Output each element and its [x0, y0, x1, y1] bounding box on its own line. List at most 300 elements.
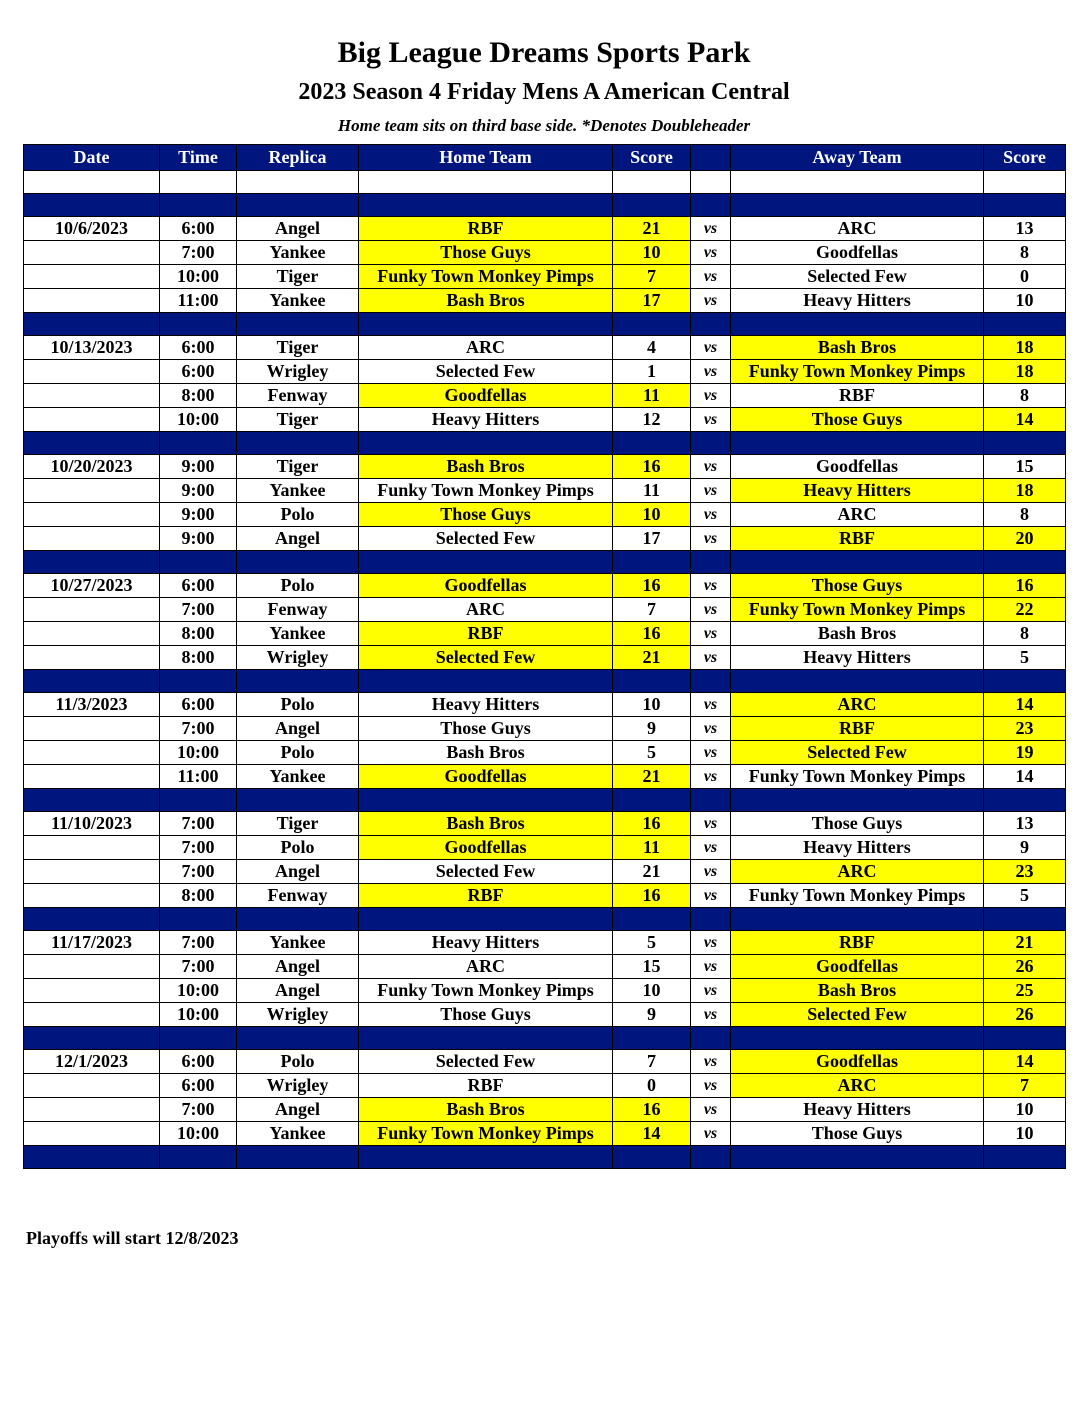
time-cell: 6:00 [160, 336, 237, 360]
week-separator-cell [731, 670, 984, 693]
away-score-cell: 14 [984, 693, 1066, 717]
week-separator-cell [691, 551, 731, 574]
replica-cell: Polo [237, 503, 359, 527]
vs-cell: vs [691, 408, 731, 432]
week-separator-cell [731, 551, 984, 574]
replica-cell: Yankee [237, 765, 359, 789]
replica-cell: Polo [237, 741, 359, 765]
time-cell: 9:00 [160, 527, 237, 551]
home-score-cell: 7 [613, 1050, 691, 1074]
vs-cell: vs [691, 741, 731, 765]
replica-cell: Wrigley [237, 1003, 359, 1027]
away-score-cell: 8 [984, 622, 1066, 646]
home-team-cell: Selected Few [359, 527, 613, 551]
away-team-cell: Heavy Hitters [731, 479, 984, 503]
week-separator [24, 670, 1066, 693]
blank-row-cell [691, 171, 731, 194]
week-separator-cell [237, 313, 359, 336]
date-cell: 11/3/2023 [24, 693, 160, 717]
vs-cell: vs [691, 884, 731, 908]
home-team-cell: Funky Town Monkey Pimps [359, 1122, 613, 1146]
table-row [24, 336, 1066, 360]
replica-cell: Polo [237, 693, 359, 717]
away-team-cell: Selected Few [731, 265, 984, 289]
date-cell [24, 265, 160, 289]
table-row [24, 360, 1066, 384]
replica-cell: Yankee [237, 931, 359, 955]
week-separator-cell [731, 313, 984, 336]
week-separator [24, 908, 1066, 931]
date-cell [24, 860, 160, 884]
home-team-cell: ARC [359, 336, 613, 360]
week-separator-cell [731, 1027, 984, 1050]
week-separator-cell [731, 1146, 984, 1169]
home-score-cell: 21 [613, 860, 691, 884]
away-score-cell: 10 [984, 1122, 1066, 1146]
vs-cell: vs [691, 836, 731, 860]
home-score-cell: 7 [613, 598, 691, 622]
week-separator-cell [613, 789, 691, 812]
away-score-cell: 18 [984, 360, 1066, 384]
away-team-cell: Heavy Hitters [731, 836, 984, 860]
date-cell [24, 241, 160, 265]
week-separator-cell [984, 313, 1066, 336]
home-team-cell: RBF [359, 1074, 613, 1098]
week-separator-cell [237, 670, 359, 693]
vs-cell: vs [691, 765, 731, 789]
week-separator-cell [691, 908, 731, 931]
home-team-cell: RBF [359, 622, 613, 646]
date-cell: 10/13/2023 [24, 336, 160, 360]
table-row [24, 408, 1066, 432]
vs-cell: vs [691, 955, 731, 979]
replica-cell: Yankee [237, 622, 359, 646]
away-team-cell: Heavy Hitters [731, 1098, 984, 1122]
week-separator-cell [237, 908, 359, 931]
away-score-cell: 13 [984, 812, 1066, 836]
week-separator-cell [691, 670, 731, 693]
date-cell [24, 527, 160, 551]
home-team-cell: Funky Town Monkey Pimps [359, 265, 613, 289]
date-cell [24, 503, 160, 527]
table-row [24, 931, 1066, 955]
blank-row-cell [24, 171, 160, 194]
vs-cell: vs [691, 1074, 731, 1098]
away-score-cell: 9 [984, 836, 1066, 860]
week-separator [24, 551, 1066, 574]
col-replica: Replica [237, 145, 359, 171]
time-cell: 7:00 [160, 1098, 237, 1122]
replica-cell: Tiger [237, 265, 359, 289]
time-cell: 10:00 [160, 741, 237, 765]
away-score-cell: 23 [984, 717, 1066, 741]
table-row [24, 693, 1066, 717]
away-team-cell: ARC [731, 1074, 984, 1098]
away-team-cell: Goodfellas [731, 241, 984, 265]
vs-cell: vs [691, 860, 731, 884]
table-row [24, 979, 1066, 1003]
col-home-score: Score [613, 145, 691, 171]
home-score-cell: 11 [613, 479, 691, 503]
home-score-cell: 1 [613, 360, 691, 384]
week-separator-cell [24, 432, 160, 455]
page-title: Big League Dreams Sports Park [337, 36, 751, 69]
date-cell [24, 408, 160, 432]
col-home-team: Home Team [359, 145, 613, 171]
table-row [24, 765, 1066, 789]
week-separator-cell [24, 908, 160, 931]
col-away-team: Away Team [731, 145, 984, 171]
replica-cell: Tiger [237, 812, 359, 836]
home-score-cell: 5 [613, 741, 691, 765]
vs-cell: vs [691, 384, 731, 408]
home-score-cell: 7 [613, 265, 691, 289]
date-cell [24, 765, 160, 789]
away-score-cell: 23 [984, 860, 1066, 884]
date-cell [24, 1003, 160, 1027]
date-cell [24, 1098, 160, 1122]
home-team-cell: Selected Few [359, 646, 613, 670]
away-score-cell: 5 [984, 884, 1066, 908]
vs-cell: vs [691, 979, 731, 1003]
table-row [24, 1003, 1066, 1027]
time-cell: 10:00 [160, 408, 237, 432]
week-separator-cell [160, 551, 237, 574]
week-separator-cell [691, 1146, 731, 1169]
table-row [24, 574, 1066, 598]
away-team-cell: Funky Town Monkey Pimps [731, 765, 984, 789]
col-time: Time [160, 145, 237, 171]
vs-cell: vs [691, 622, 731, 646]
replica-cell: Angel [237, 979, 359, 1003]
vs-cell: vs [691, 455, 731, 479]
home-score-cell: 14 [613, 1122, 691, 1146]
vs-cell: vs [691, 717, 731, 741]
table-row [24, 1074, 1066, 1098]
home-team-cell: Goodfellas [359, 836, 613, 860]
home-team-cell: Those Guys [359, 503, 613, 527]
schedule-note: Home team sits on third base side. *Denotes Doubleheader [337, 116, 751, 135]
table-row [24, 289, 1066, 313]
away-score-cell: 18 [984, 336, 1066, 360]
week-separator-cell [731, 194, 984, 217]
replica-cell: Yankee [237, 289, 359, 313]
table-row [24, 717, 1066, 741]
blank-row [24, 171, 1066, 194]
time-cell: 11:00 [160, 289, 237, 313]
week-separator-cell [613, 551, 691, 574]
table-row [24, 241, 1066, 265]
week-separator-cell [160, 194, 237, 217]
time-cell: 7:00 [160, 812, 237, 836]
vs-cell: vs [691, 598, 731, 622]
week-separator-cell [237, 789, 359, 812]
date-cell [24, 1122, 160, 1146]
away-score-cell: 14 [984, 408, 1066, 432]
table-row [24, 836, 1066, 860]
week-separator-cell [160, 1027, 237, 1050]
away-team-cell: Funky Town Monkey Pimps [731, 598, 984, 622]
vs-cell: vs [691, 646, 731, 670]
week-separator-cell [691, 194, 731, 217]
week-separator [24, 789, 1066, 812]
week-separator-cell [359, 1146, 613, 1169]
date-cell [24, 598, 160, 622]
col-away-score: Score [984, 145, 1066, 171]
replica-cell: Fenway [237, 384, 359, 408]
week-separator-cell [691, 789, 731, 812]
week-separator-cell [731, 789, 984, 812]
week-separator-cell [984, 551, 1066, 574]
time-cell: 7:00 [160, 598, 237, 622]
week-separator-cell [160, 313, 237, 336]
time-cell: 9:00 [160, 455, 237, 479]
replica-cell: Yankee [237, 479, 359, 503]
time-cell: 9:00 [160, 503, 237, 527]
date-cell: 10/6/2023 [24, 217, 160, 241]
home-score-cell: 11 [613, 836, 691, 860]
table-row [24, 1050, 1066, 1074]
week-separator-cell [691, 313, 731, 336]
week-separator-cell [160, 789, 237, 812]
away-team-cell: ARC [731, 693, 984, 717]
away-team-cell: Bash Bros [731, 336, 984, 360]
home-score-cell: 11 [613, 384, 691, 408]
home-team-cell: RBF [359, 884, 613, 908]
home-score-cell: 10 [613, 693, 691, 717]
week-separator-cell [160, 670, 237, 693]
week-separator-cell [24, 670, 160, 693]
home-team-cell: Funky Town Monkey Pimps [359, 479, 613, 503]
vs-cell: vs [691, 931, 731, 955]
home-team-cell: Bash Bros [359, 455, 613, 479]
vs-cell: vs [691, 1122, 731, 1146]
vs-cell: vs [691, 812, 731, 836]
header-row [24, 145, 1066, 171]
week-separator-cell [359, 194, 613, 217]
replica-cell: Angel [237, 955, 359, 979]
replica-cell: Tiger [237, 408, 359, 432]
blank-row-cell [160, 171, 237, 194]
replica-cell: Angel [237, 217, 359, 241]
home-team-cell: Selected Few [359, 1050, 613, 1074]
time-cell: 10:00 [160, 1003, 237, 1027]
home-team-cell: Heavy Hitters [359, 693, 613, 717]
home-score-cell: 17 [613, 289, 691, 313]
date-cell: 11/17/2023 [24, 931, 160, 955]
time-cell: 7:00 [160, 241, 237, 265]
replica-cell: Angel [237, 860, 359, 884]
home-team-cell: Goodfellas [359, 384, 613, 408]
blank-row-cell [731, 171, 984, 194]
week-separator-cell [24, 1027, 160, 1050]
away-team-cell: Those Guys [731, 574, 984, 598]
away-team-cell: Heavy Hitters [731, 289, 984, 313]
table-row [24, 265, 1066, 289]
away-score-cell: 10 [984, 289, 1066, 313]
away-team-cell: Selected Few [731, 741, 984, 765]
home-score-cell: 4 [613, 336, 691, 360]
date-cell: 12/1/2023 [24, 1050, 160, 1074]
week-separator [24, 313, 1066, 336]
home-score-cell: 0 [613, 1074, 691, 1098]
home-score-cell: 9 [613, 1003, 691, 1027]
away-team-cell: Funky Town Monkey Pimps [731, 884, 984, 908]
away-team-cell: Bash Bros [731, 979, 984, 1003]
date-cell [24, 717, 160, 741]
away-team-cell: ARC [731, 860, 984, 884]
week-separator-cell [24, 1146, 160, 1169]
away-team-cell: Those Guys [731, 1122, 984, 1146]
replica-cell: Wrigley [237, 1074, 359, 1098]
week-separator-cell [691, 1027, 731, 1050]
time-cell: 8:00 [160, 384, 237, 408]
date-cell: 11/10/2023 [24, 812, 160, 836]
week-separator-cell [160, 432, 237, 455]
week-separator-cell [984, 432, 1066, 455]
date-cell [24, 289, 160, 313]
replica-cell: Tiger [237, 455, 359, 479]
table-row [24, 503, 1066, 527]
time-cell: 7:00 [160, 955, 237, 979]
week-separator-cell [984, 1027, 1066, 1050]
table-row [24, 217, 1066, 241]
home-score-cell: 21 [613, 765, 691, 789]
week-separator-cell [359, 551, 613, 574]
away-score-cell: 8 [984, 503, 1066, 527]
away-score-cell: 18 [984, 479, 1066, 503]
table-row [24, 884, 1066, 908]
away-team-cell: ARC [731, 503, 984, 527]
week-separator-cell [731, 908, 984, 931]
vs-cell: vs [691, 336, 731, 360]
away-score-cell: 20 [984, 527, 1066, 551]
away-team-cell: Those Guys [731, 408, 984, 432]
away-team-cell: Goodfellas [731, 955, 984, 979]
home-team-cell: Those Guys [359, 1003, 613, 1027]
col-date: Date [24, 145, 160, 171]
away-score-cell: 16 [984, 574, 1066, 598]
home-team-cell: Bash Bros [359, 741, 613, 765]
week-separator-cell [24, 789, 160, 812]
away-score-cell: 25 [984, 979, 1066, 1003]
time-cell: 6:00 [160, 1074, 237, 1098]
away-team-cell: RBF [731, 717, 984, 741]
week-separator-cell [613, 670, 691, 693]
home-score-cell: 12 [613, 408, 691, 432]
week-separator-cell [613, 908, 691, 931]
table-row [24, 860, 1066, 884]
home-score-cell: 9 [613, 717, 691, 741]
home-score-cell: 21 [613, 646, 691, 670]
home-team-cell: Bash Bros [359, 1098, 613, 1122]
home-score-cell: 10 [613, 979, 691, 1003]
week-separator [24, 1146, 1066, 1169]
home-team-cell: Selected Few [359, 360, 613, 384]
vs-cell: vs [691, 289, 731, 313]
vs-cell: vs [691, 527, 731, 551]
table-row [24, 479, 1066, 503]
vs-cell: vs [691, 479, 731, 503]
away-score-cell: 0 [984, 265, 1066, 289]
time-cell: 7:00 [160, 931, 237, 955]
away-team-cell: RBF [731, 527, 984, 551]
week-separator-cell [984, 1146, 1066, 1169]
home-score-cell: 16 [613, 884, 691, 908]
date-cell: 10/27/2023 [24, 574, 160, 598]
away-score-cell: 7 [984, 1074, 1066, 1098]
date-cell [24, 479, 160, 503]
week-separator-cell [359, 1027, 613, 1050]
blank-row-cell [613, 171, 691, 194]
replica-cell: Tiger [237, 336, 359, 360]
blank-row-cell [359, 171, 613, 194]
away-score-cell: 21 [984, 931, 1066, 955]
replica-cell: Angel [237, 717, 359, 741]
blank-row-cell [984, 171, 1066, 194]
away-score-cell: 26 [984, 955, 1066, 979]
week-separator-cell [24, 194, 160, 217]
away-score-cell: 15 [984, 455, 1066, 479]
home-team-cell: Bash Bros [359, 289, 613, 313]
home-team-cell: Those Guys [359, 717, 613, 741]
home-team-cell: RBF [359, 217, 613, 241]
away-team-cell: Goodfellas [731, 1050, 984, 1074]
time-cell: 8:00 [160, 646, 237, 670]
time-cell: 10:00 [160, 265, 237, 289]
replica-cell: Polo [237, 836, 359, 860]
vs-cell: vs [691, 241, 731, 265]
home-score-cell: 10 [613, 503, 691, 527]
table-row [24, 455, 1066, 479]
away-team-cell: Selected Few [731, 1003, 984, 1027]
week-separator-cell [359, 908, 613, 931]
week-separator-cell [359, 313, 613, 336]
week-separator-cell [160, 1146, 237, 1169]
vs-cell: vs [691, 1098, 731, 1122]
replica-cell: Angel [237, 1098, 359, 1122]
week-separator-cell [24, 313, 160, 336]
week-separator-cell [984, 789, 1066, 812]
week-separator-cell [613, 432, 691, 455]
home-score-cell: 16 [613, 574, 691, 598]
away-score-cell: 5 [984, 646, 1066, 670]
away-team-cell: ARC [731, 217, 984, 241]
home-team-cell: Selected Few [359, 860, 613, 884]
away-team-cell: RBF [731, 384, 984, 408]
home-score-cell: 16 [613, 622, 691, 646]
replica-cell: Yankee [237, 241, 359, 265]
vs-cell: vs [691, 217, 731, 241]
time-cell: 6:00 [160, 574, 237, 598]
vs-cell: vs [691, 503, 731, 527]
date-cell [24, 979, 160, 1003]
home-score-cell: 16 [613, 455, 691, 479]
time-cell: 6:00 [160, 693, 237, 717]
replica-cell: Wrigley [237, 360, 359, 384]
week-separator-cell [613, 194, 691, 217]
week-separator [24, 1027, 1066, 1050]
schedule-body [24, 171, 1066, 1169]
replica-cell: Fenway [237, 598, 359, 622]
schedule-table [23, 144, 1066, 1169]
week-separator-cell [24, 551, 160, 574]
replica-cell: Fenway [237, 884, 359, 908]
time-cell: 7:00 [160, 860, 237, 884]
vs-cell: vs [691, 693, 731, 717]
replica-cell: Angel [237, 527, 359, 551]
away-score-cell: 19 [984, 741, 1066, 765]
